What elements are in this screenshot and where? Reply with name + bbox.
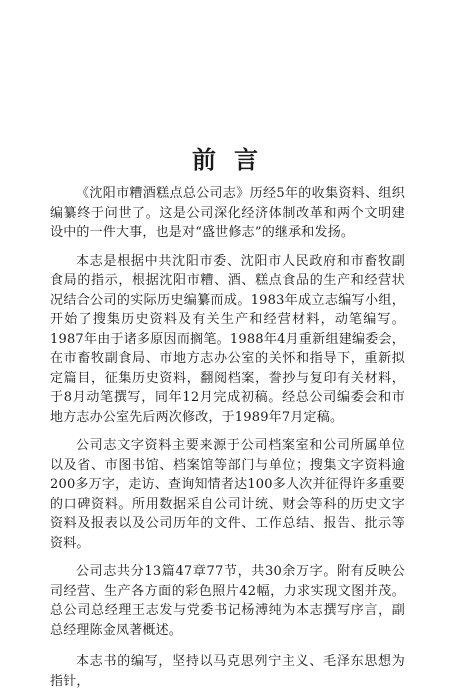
page-title: 前言 — [192, 145, 276, 174]
paragraph-1: 《沈阳市糟酒糕点总公司志》历经5年的收集资料、组织编纂终于问世了。这是公司深化经济体制改革和两个文明建设中的一件大事，也是对“盛世修志”的继承和发扬。 — [50, 186, 405, 240]
paragraph-5: 本志书的编写，坚持以马克思列宁主义、毛泽东思想为指针， — [50, 654, 405, 689]
paragraph-3: 公司志文字资料主要来源于公司档案室和公司所属单位以及省、市图书馆、档案馆等部门与单位；搜集文字资料逾200多万字，走访、查询知情者达100多人次并征得许多重要的口碑资料。所用数据采自公司计统、财会等科的历史文字资料及报表以及公司历年的文件、工作总结、报告、批示等资料。 — [50, 438, 405, 551]
paragraph-2: 本志是根据中共沈阳市委、沈阳市人民政府和市畜牧副食局的指示，根据沈阳市糟、酒、糕点食品的生产和经营状况结合公司的实际历史编纂而成。1983年成立志编写小组，开始了搜集历史资料及有关生产和经营材料，动笔编写。1987年由于诸多原因而搁笔。1988年4月重新组建编委会，在市畜牧副食局、市地方志办公室的关怀和指导下，重新拟定篇目，征集历史资料，翻阅档案，誊抄与复印有关材料，于8月动笔撰写，同年12月完成初稿。经总公司编委会和市地方志办公室先后两次修改，于1989年7月定稿。 — [50, 253, 405, 425]
paragraph-4: 公司志共分13篇47章77节，共30余万字。附有反映公司经营、生产各方面的彩色照片42幅，力求实现文图并茂。总公司总经理王志发与党委书记杨溥纯为本志撰写序言，副总经理陈金凤著概述。 — [50, 564, 405, 638]
body-text — [50, 184, 405, 700]
